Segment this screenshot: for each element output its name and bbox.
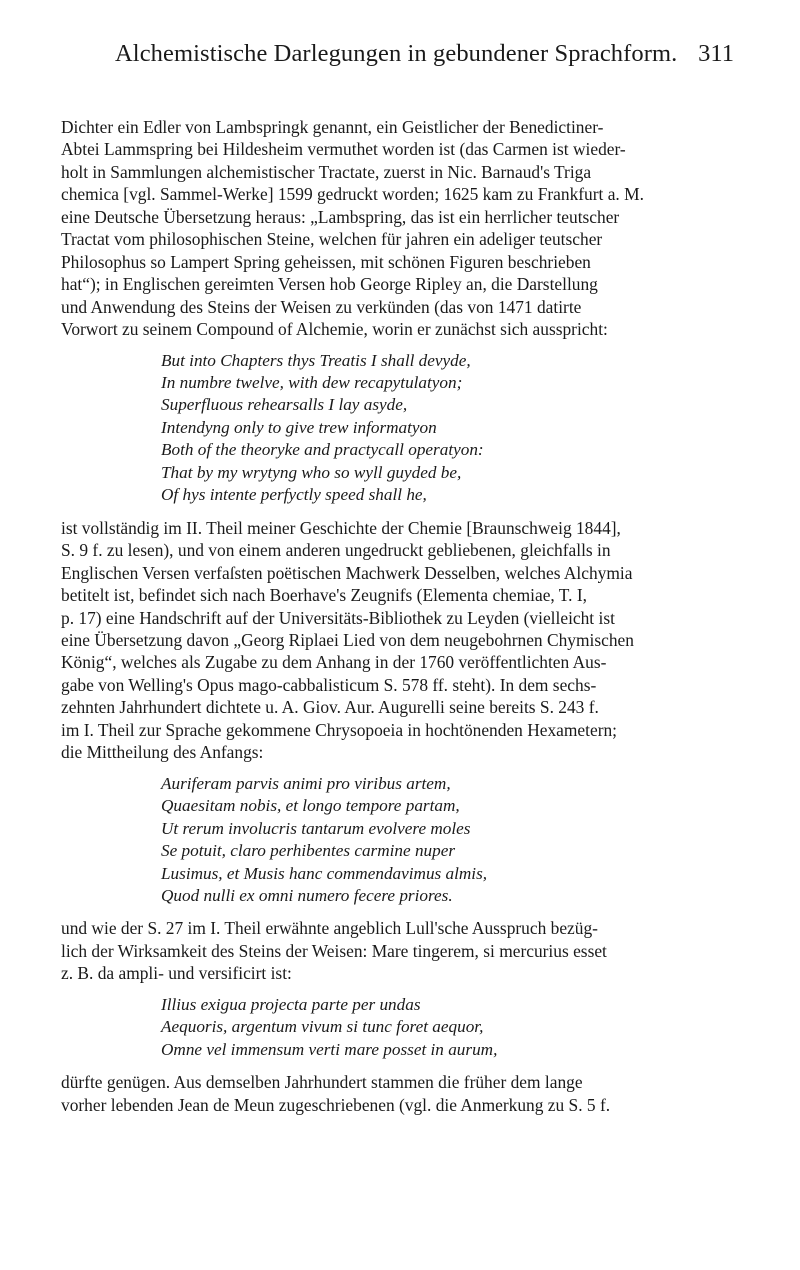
text-line: und Anwendung des Steins der Weisen zu verkünden (das von 1471 datirte [61,296,582,317]
verse-line: Illius exigua projecta parte per undas [161,994,421,1014]
verse-line: Intendyng only to give trew informatyon [161,417,437,437]
text-line: gabe von Welling's Opus mago-cabbalisticum S. 578 ff. steht). In dem sechs- [61,674,597,695]
verse-line: Se potuit, claro perhibentes carmine nuper [161,841,456,861]
text-line: eine Deutsche Übersetzung heraus: „Lambspring, das ist ein herrlicher teutscher [61,206,620,227]
text-line: betitelt ist, befindet sich nach Boerhave's Zeugnifs (Elementa chemiae, T. I, [61,585,587,606]
running-title: Alchemistische Darlegungen in gebundener Sprachform. [115,40,678,67]
verse-line: But into Chapters thys Treatis I shall devyde, [161,350,471,370]
text-line: Philosophus so Lampert Spring geheissen, mit schönen Figuren beschrieben [61,251,591,272]
verse-line: Ut rerum involucris tantarum evolvere moles [161,818,471,838]
paragraph-2 [61,517,736,764]
text-line: im I. Theil zur Sprache gekommene Chrysopoeia in hochtönenden Hexametern; [61,719,618,740]
verse-line: Quaesitam nobis, et longo tempore partam, [161,796,460,816]
text-line: eine Übersetzung davon „Georg Riplaei Lied von dem neugebohrnen Chymischen [61,629,634,650]
text-line: Dichter ein Edler von Lambspringk genannt, ein Geistlicher der Benedictiner- [61,117,604,137]
verse-line: Omne vel immensum verti mare posset in aurum, [161,1039,498,1059]
page-number: 311 [698,40,734,67]
paragraph-3 [61,917,736,984]
verse-line: Quod nulli ex omni numero fecere priores. [161,885,453,905]
paragraph-1 [61,116,736,341]
text-line: die Mittheilung des Anfangs: [61,742,264,763]
verse-line: Lusimus, et Musis hanc commendavimus almis, [161,863,488,883]
verse-lull [161,994,736,1061]
text-line: dürfte genügen. Aus demselben Jahrhundert stammen die früher dem lange [61,1072,583,1093]
text-line: Tractat vom philosophischen Steine, welchen für jahren ein adeliger teutscher [61,229,603,250]
text-line: holt in Sammlungen alchemistischer Tractate, zuerst in Nic. Barnaud's Triga [61,161,592,182]
verse-line: Auriferam parvis animi pro viribus artem, [161,773,451,793]
text-line: Vorwort zu seinem Compound of Alchemie, worin er zunächst sich ausspricht: [61,319,608,340]
verse-line: That by my wrytyng who so wyll guyded be, [161,462,462,482]
text-line: ist vollständig im II. Theil meiner Geschichte der Chemie [Braunschweig 1844], [61,517,621,538]
paragraph-4 [61,1071,736,1116]
text-line: p. 17) eine Handschrift auf der Universitäts-Bibliothek zu Leyden (vielleicht ist [61,607,615,628]
text-line: Englischen Versen verfaſsten poëtischen Machwerk Desselben, welches Alchymia [61,562,633,583]
verse-ripley [161,350,736,507]
text-line: S. 9 f. zu lesen), und von einem anderen ungedruckt gebliebenen, gleichfalls in [61,540,611,561]
verse-line: Both of the theoryke and practycall operatyon: [161,440,484,460]
text-line: hat“); in Englischen gereimten Versen hob George Ripley an, die Darstellung [61,274,598,295]
page-body [61,116,736,1116]
text-line: Abtei Lammspring bei Hildesheim vermuthet worden ist (das Carmen ist wieder- [61,139,626,160]
text-line: z. B. da ampli- und versificirt ist: [61,963,292,984]
verse-line: Superfluous rehearsalls I lay asyde, [161,395,408,415]
text-line: König“, welches als Zugabe zu dem Anhang in der 1760 veröffentlichten Aus- [61,652,607,673]
verse-line: Aequoris, argentum vivum si tunc foret aequor, [161,1017,484,1037]
text-line: und wie der S. 27 im I. Theil erwähnte angeblich Lull'sche Ausspruch bezüg- [61,918,598,939]
verse-line: Of hys intente perfyctly speed shall he, [161,485,427,505]
page-header [60,40,734,76]
verse-augurelli [161,773,736,908]
text-line: vorher lebenden Jean de Meun zugeschriebenen (vgl. die Anmerkung zu S. 5 f. [61,1094,611,1115]
text-line: chemica [vgl. Sammel-Werke] 1599 gedruckt worden; 1625 kam zu Frankfurt a. M. [61,184,644,205]
text-line: zehnten Jahrhundert dichtete u. A. Giov. Aur. Augurelli seine bereits S. 243 f. [61,697,599,718]
text-line: lich der Wirksamkeit des Steins der Weisen: Mare tingerem, si mercurius esset [61,940,607,961]
verse-line: In numbre twelve, with dew recapytulatyon; [161,372,463,392]
